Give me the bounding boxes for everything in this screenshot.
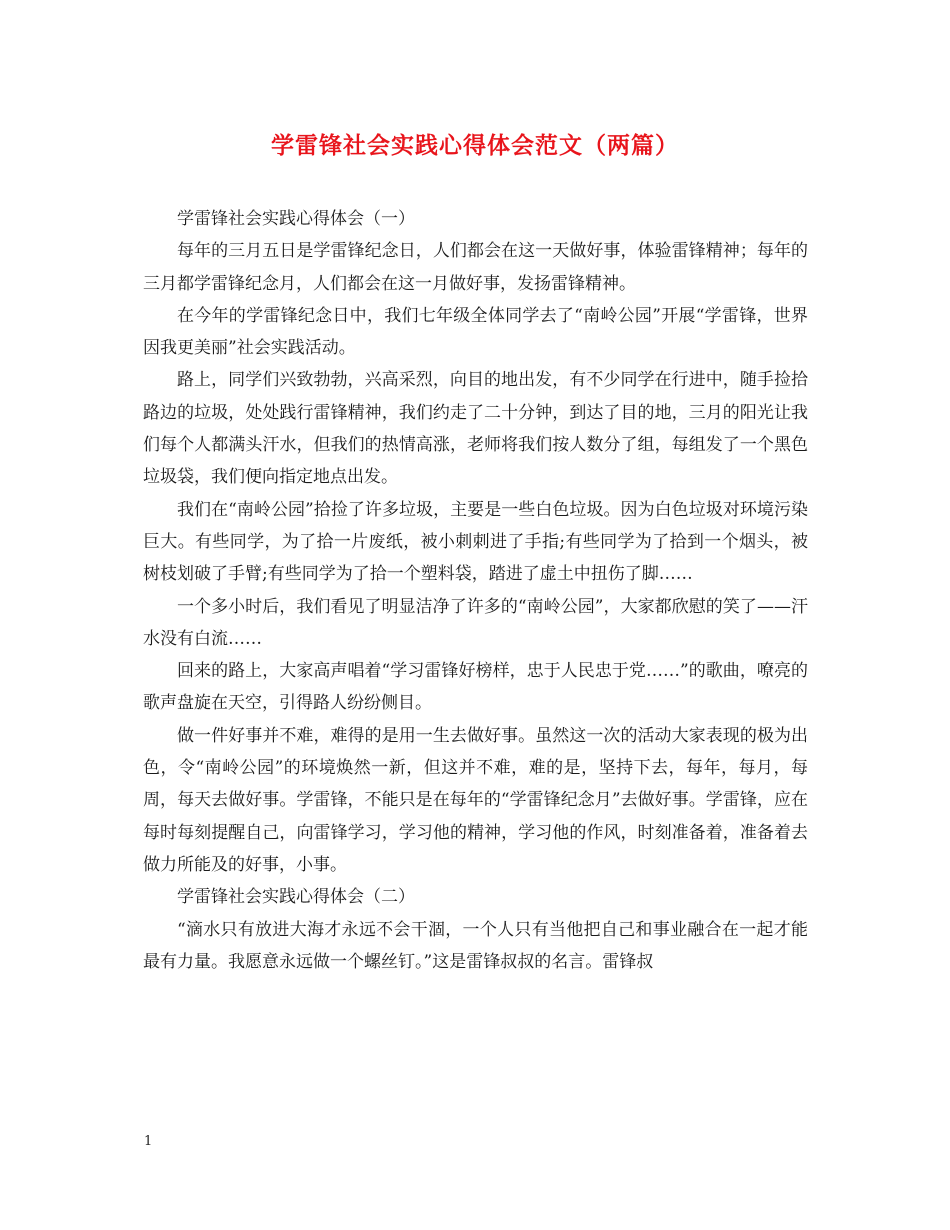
paragraph: 回来的路上，大家高声唱着“学习雷锋好榜样，忠于人民忠于党……”的歌曲，嘹亮的歌声盘旋在天空，引得路人纷纷侧目。 (143, 661, 808, 714)
section-heading-1: 学雷锋社会实践心得体会（一） (177, 209, 415, 229)
page-number: 1 (144, 1134, 153, 1149)
document-body (143, 203, 808, 978)
paragraph: 我们在“南岭公园”拾捡了许多垃圾，主要是一些白色垃圾。因为白色垃圾对环境污染巨大。有些同学，为了拾一片废纸，被小刺刺进了手指;有些同学为了拾到一个烟头，被树枝划破了手臂;有些同学为了拾一个塑料袋，踏进了虚土中扭伤了脚…… (143, 499, 808, 585)
document-title: 学雷锋社会实践心得体会范文（两篇） (271, 132, 679, 159)
paragraph: 一个多小时后，我们看见了明显洁净了许多的“南岭公园”，大家都欣慰的笑了——汗水没有白流…… (143, 596, 808, 649)
paragraph: 做一件好事并不难，难得的是用一生去做好事。虽然这一次的活动大家表现的极为出色，令“南岭公园”的环境焕然一新，但这并不难，难的是，坚持下去，每年，每月，每周，每天去做好事。学雷锋，不能只是在每年的“学雷锋纪念月”去做好事。学雷锋，应在每时每刻提醒自己，向雷锋学习，学习他的精神，学习他的作风，时刻准备着，准备着去做力所能及的好事，小事。 (143, 725, 808, 875)
section-heading-2: 学雷锋社会实践心得体会（二） (177, 887, 415, 908)
paragraph: 在今年的学雷锋纪念日中，我们七年级全体同学去了“南岭公园”开展“学雷锋，世界因我更美丽”社会实践活动。 (143, 305, 808, 359)
paragraph: 每年的三月五日是学雷锋纪念日，人们都会在这一天做好事，体验雷锋精神；每年的三月都学雷锋纪念月，人们都会在这一月做好事，发扬雷锋精神。 (143, 241, 808, 294)
paragraph: “滴水只有放进大海才永远不会干涸，一个人只有当他把自己和事业融合在一起才能最有力量。我愿意永远做一个螺丝钉。”这是雷锋叔叔的名言。雷锋叔 (143, 919, 808, 972)
paragraph: 路上，同学们兴致勃勃，兴高采烈，向目的地出发，有不少同学在行进中，随手捡拾路边的垃圾，处处践行雷锋精神，我们约走了二十分钟，到达了目的地，三月的阳光让我们每个人都满头汗水，但我们的热情高涨，老师将我们按人数分了组，每组发了一个黑色垃圾袋，我们便向指定地点出发。 (143, 370, 808, 488)
